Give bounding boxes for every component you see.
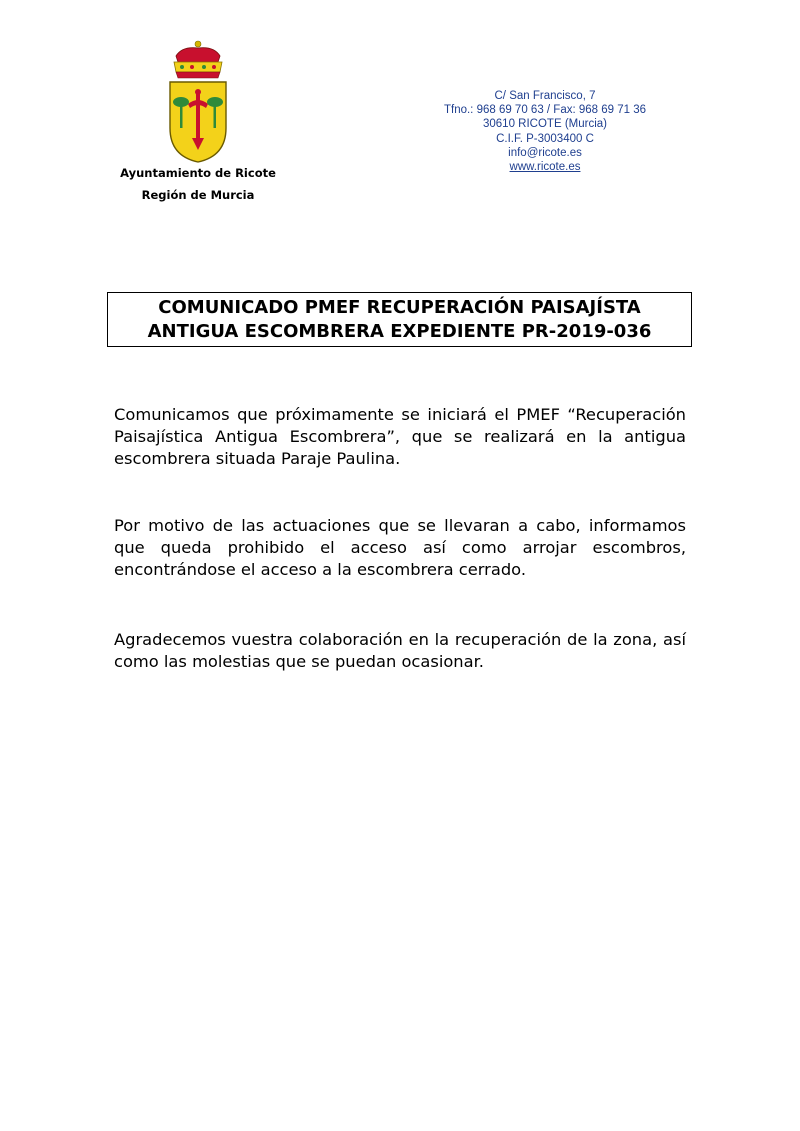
contact-phone-fax: Tfno.: 968 69 70 63 / Fax: 968 69 71 36 — [443, 104, 647, 117]
contact-city: 30610 RICOTE (Murcia) — [483, 118, 607, 131]
body-paragraph-3: Agradecemos vuestra colaboración en la recuperación de la zona, así como las molestias que se puedan ocasionar. — [114, 630, 686, 671]
body-paragraph-1: Comunicamos que próximamente se iniciará el PMEF “Recuperación Paisajística Antigua Escombrera”, que se realizará en la antigua escombrera situada Paraje Paulina. — [114, 405, 686, 468]
title-line-1: COMUNICADO PMEF RECUPERACIÓN PAISAJÍSTA — [158, 296, 641, 318]
org-name: Ayuntamiento de Ricote — [120, 166, 276, 180]
contact-block — [420, 89, 670, 174]
body-paragraph-2: Por motivo de las actuaciones que se llevaran a cabo, informamos que queda prohibido el acceso así como arrojar escombros, encontrándose el acceso a la escombrera cerrado. — [114, 516, 686, 579]
municipal-crest-logo — [162, 40, 234, 164]
region-name: Región de Murcia — [141, 188, 255, 202]
contact-address: C/ San Francisco, 7 — [494, 90, 596, 102]
contact-website-link[interactable]: www.ricote.es — [509, 161, 581, 174]
document-title — [107, 292, 692, 347]
title-line-2: ANTIGUA ESCOMBRERA EXPEDIENTE PR-2019-036 — [147, 320, 652, 342]
shield-icon — [170, 82, 226, 162]
contact-cif: C.I.F. P-3003400 C — [496, 132, 594, 145]
crown-icon — [174, 41, 222, 78]
contact-email: info@ricote.es — [508, 146, 582, 159]
